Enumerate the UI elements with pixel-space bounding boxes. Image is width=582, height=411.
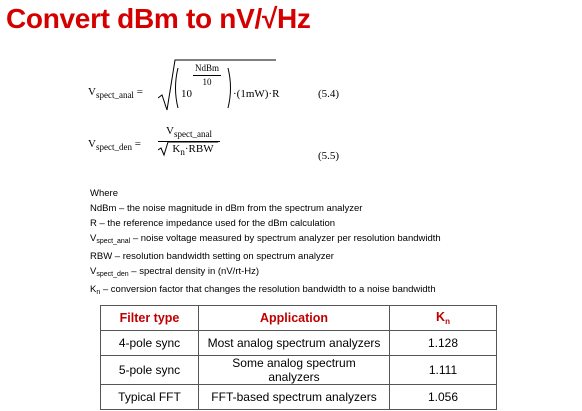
eq2-fraction [158,124,220,159]
table-row [101,385,497,410]
def-vspect-den: $V_{spect\_den}$ – spectral density in (nV/rt-Hz) [90,266,260,278]
table-row [101,331,497,356]
def-vspect-anal: $V_{spect\_anal}$ – noise voltage measured by spectrum analyzer per resolution bandwidth [90,233,441,245]
cell-kn: 1.111 [390,356,497,385]
cell-filter-type: 4-pole sync [101,331,199,356]
header-filter-type: Filter type [101,306,199,331]
cell-filter-type: Typical FFT [101,385,199,410]
eq1-exponent: NdBm 10 [195,63,220,87]
cell-application: FFT-based spectrum analyzers [199,385,390,410]
eq1-tail: ·(1mW)·R [233,88,280,100]
definitions-block [90,186,441,300]
equation-5-4 [88,58,288,118]
sqrt-symbol-icon [158,141,220,157]
header-application: Application [199,306,390,331]
eq2-number: (5.5) [318,150,340,162]
def-ndbm: NdBm – the noise magnitude in dBm from the spectrum analyzer [90,203,363,214]
eq1-base: 10 [181,88,192,100]
eq1-lhs: $V_{spect\_anal}$ = [88,86,143,100]
def-rbw: RBW – resolution bandwidth setting on spectrum analyzer [90,251,334,262]
cell-application: Most analog spectrum analyzers [199,331,390,356]
table-header-row [101,306,497,331]
def-where: Where [90,188,118,199]
table-row [101,356,497,385]
equation-5-5 [88,124,248,164]
cell-kn: 1.056 [390,385,497,410]
kn-table [100,305,497,410]
def-r: R – the reference impedance used for the dBm calculation [90,218,336,229]
page-title: Convert dBm to nV/√Hz [6,3,311,34]
eq2-denominator: $K_n\cdot RBW$ [158,142,220,159]
cell-filter-type: 5-pole sync [101,356,199,385]
cell-kn: 1.128 [390,331,497,356]
cell-application: Some analog spectrum analyzers [199,356,390,385]
header-kn: $K_n$ [390,306,497,331]
def-kn: $K_n$ – conversion factor that changes the resolution bandwidth to a noise bandwidth [90,284,436,296]
eq1-number: (5.4) [318,88,340,100]
eq2-numerator: $V_{spect\_anal}$ [158,124,220,142]
eq2-lhs: $V_{spect\_den}$ = [88,138,141,152]
